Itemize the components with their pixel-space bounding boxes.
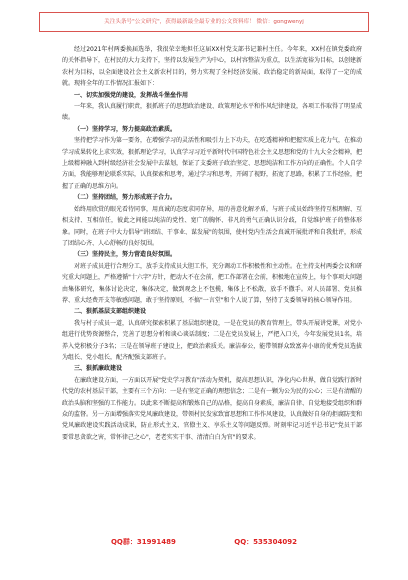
subsection-heading: （三）坚持民主，努力营造良好氛围。 (74, 251, 177, 259)
subsection-heading: （一）坚持学习，努力提高政治素质。 (74, 125, 177, 133)
paragraph: 我与村子成员一道，认真研究探索积累了基层组织建设，一是在党员的教育管理上，带头开展讲党课，对党小组进行优势资源整合，完善了思想分析和谈心谈话制度；二是在党员发展上，严把入口关，今年发展党员1名，培养入党积极分子3名；三是在领导班子建设上，把政治素质关。廉洁奉公，能带领群众致富奔小康的优秀党员选拔为组长、党小组长，配齐配强支部班子。 (62, 319, 363, 361)
section-heading: 二、狠抓基层支部组织建设 (74, 308, 147, 316)
paragraph: 一年来，我认真履行职责，狠抓班子的思想政治建设、政策理论水平和作风纪律建设，各项工作取得了明显成绩。 (62, 103, 363, 122)
contact-footer (0, 537, 408, 547)
subsection-heading: （二）坚持团结，努力形成班子合力。 (74, 194, 177, 202)
document-body (62, 44, 362, 443)
section-heading: 三、狠抓廉政建设 (74, 365, 123, 373)
paragraph: 在廉政建设方面，一方面以开展"党史学习教育"活动为契机，提高思想认识，净化内心世界，做自觉践行新时代党的农村基层干部，主要有三个方向：一是有坚定正确的理想信念；二是有一颗为公为民的公心；三是有清醒的政治头脑和坚强的工作能力。以此来不断提高和锻炼自己的品格，提高自身素质，廉洁自律、自觉地接受组织和群众的监督。另一方面增强落实党风廉政建设，带领村民发家致富思想和工作作风建设，认真做好自身的拒腐防变和党风廉政建设实践活动成果，防止形式主义、官僚主义、享乐主义等问题反弹。时刻牢记习近平总书记"党员干部要常思贪欲之害，常怀律己之心"，老老实实干事、清清白白为官"的要求。 (62, 376, 363, 441)
qq-group-number: QQ群：31991489 (110, 538, 176, 546)
qq-number: QQ：535304092 (234, 538, 298, 546)
paragraph: 坚持把学习作为第一要务，在增强学习的灵活性和吸引力上下功夫，在吃透精神和把握实质上花力气，在推动学习成果转化上求实效，狠抓理论学习，认真学习习近平新时代中国特色社会主义思想和党的十九大全会精神，把上级精神融入到村级经济社会发展中去谋划，保证了支委班子政治坚定、思想纯洁和工作方向的正确性。个人自学方面，我能够理论联系实际，认真探索和思考，通过学习和思考，开阔了视野，拓宽了思路，积累了工作经验，把握了正确的思维方向。 (62, 137, 363, 190)
section-heading: 一、切实加强党的建设，发挥战斗堡垒作用 (74, 91, 189, 99)
paragraph: 经过2021年村两委换届选举，我很荣幸地担任这届XX村党支部书记兼村主任。今年来，XX村在镇党委政府的关怀指导下，在村民的大力支持下，坚持以发展生产为中心，以村容整洁为重点，以生活宽裕为目标，以创建新农村为目标，以全面建设社会主义新农村目的，努力实现了全村经济发展、政治稳定的新局面，取得了一定的成就。现将全年的工作情况汇报如下： (62, 46, 363, 88)
paragraph: 始终用欣赏的眼光看待同事，用真诚的态度求同存异，用的善意化解矛盾，与班子成员始终坚持互相理解、互相支持、互相信任，彼此之间能以纯洁的党性、宽广的胸怀、非凡的勇气正确认识分歧，自觉维护班子的整体形象。同时，在班子中大力倡导"讲团结、干事业、谋发展"的氛围，使村党内生活会真诚开展批评和自我批评，形成了团结心齐、人心舒畅的良好氛围。 (62, 205, 363, 247)
promo-banner: 关注头条号"公文研究"，获得最新最全最专业的公文资料库！ 微信：gongwenyj (39, 12, 369, 32)
paragraph: 对班子成员进行合理分工，放手支持成员大胆工作，充分调动工作积极性和主动性。在主持支村两委会议和研究重大问题上，严格遵循"十六字"方针，把动大不在会前，把工作部署在会前，积极地在宣传上，每个事项大问题由集体研究，集体讨论决定，集体决定，做到观念上不包揽，集体上不松散，放手不撒手。对人员部署、党员推荐、重大经费开支等敏感问题，敢于坚持原则，不搞"一言堂"和个人说了算，坚持了支委领导的核心领导作用。 (62, 262, 363, 304)
